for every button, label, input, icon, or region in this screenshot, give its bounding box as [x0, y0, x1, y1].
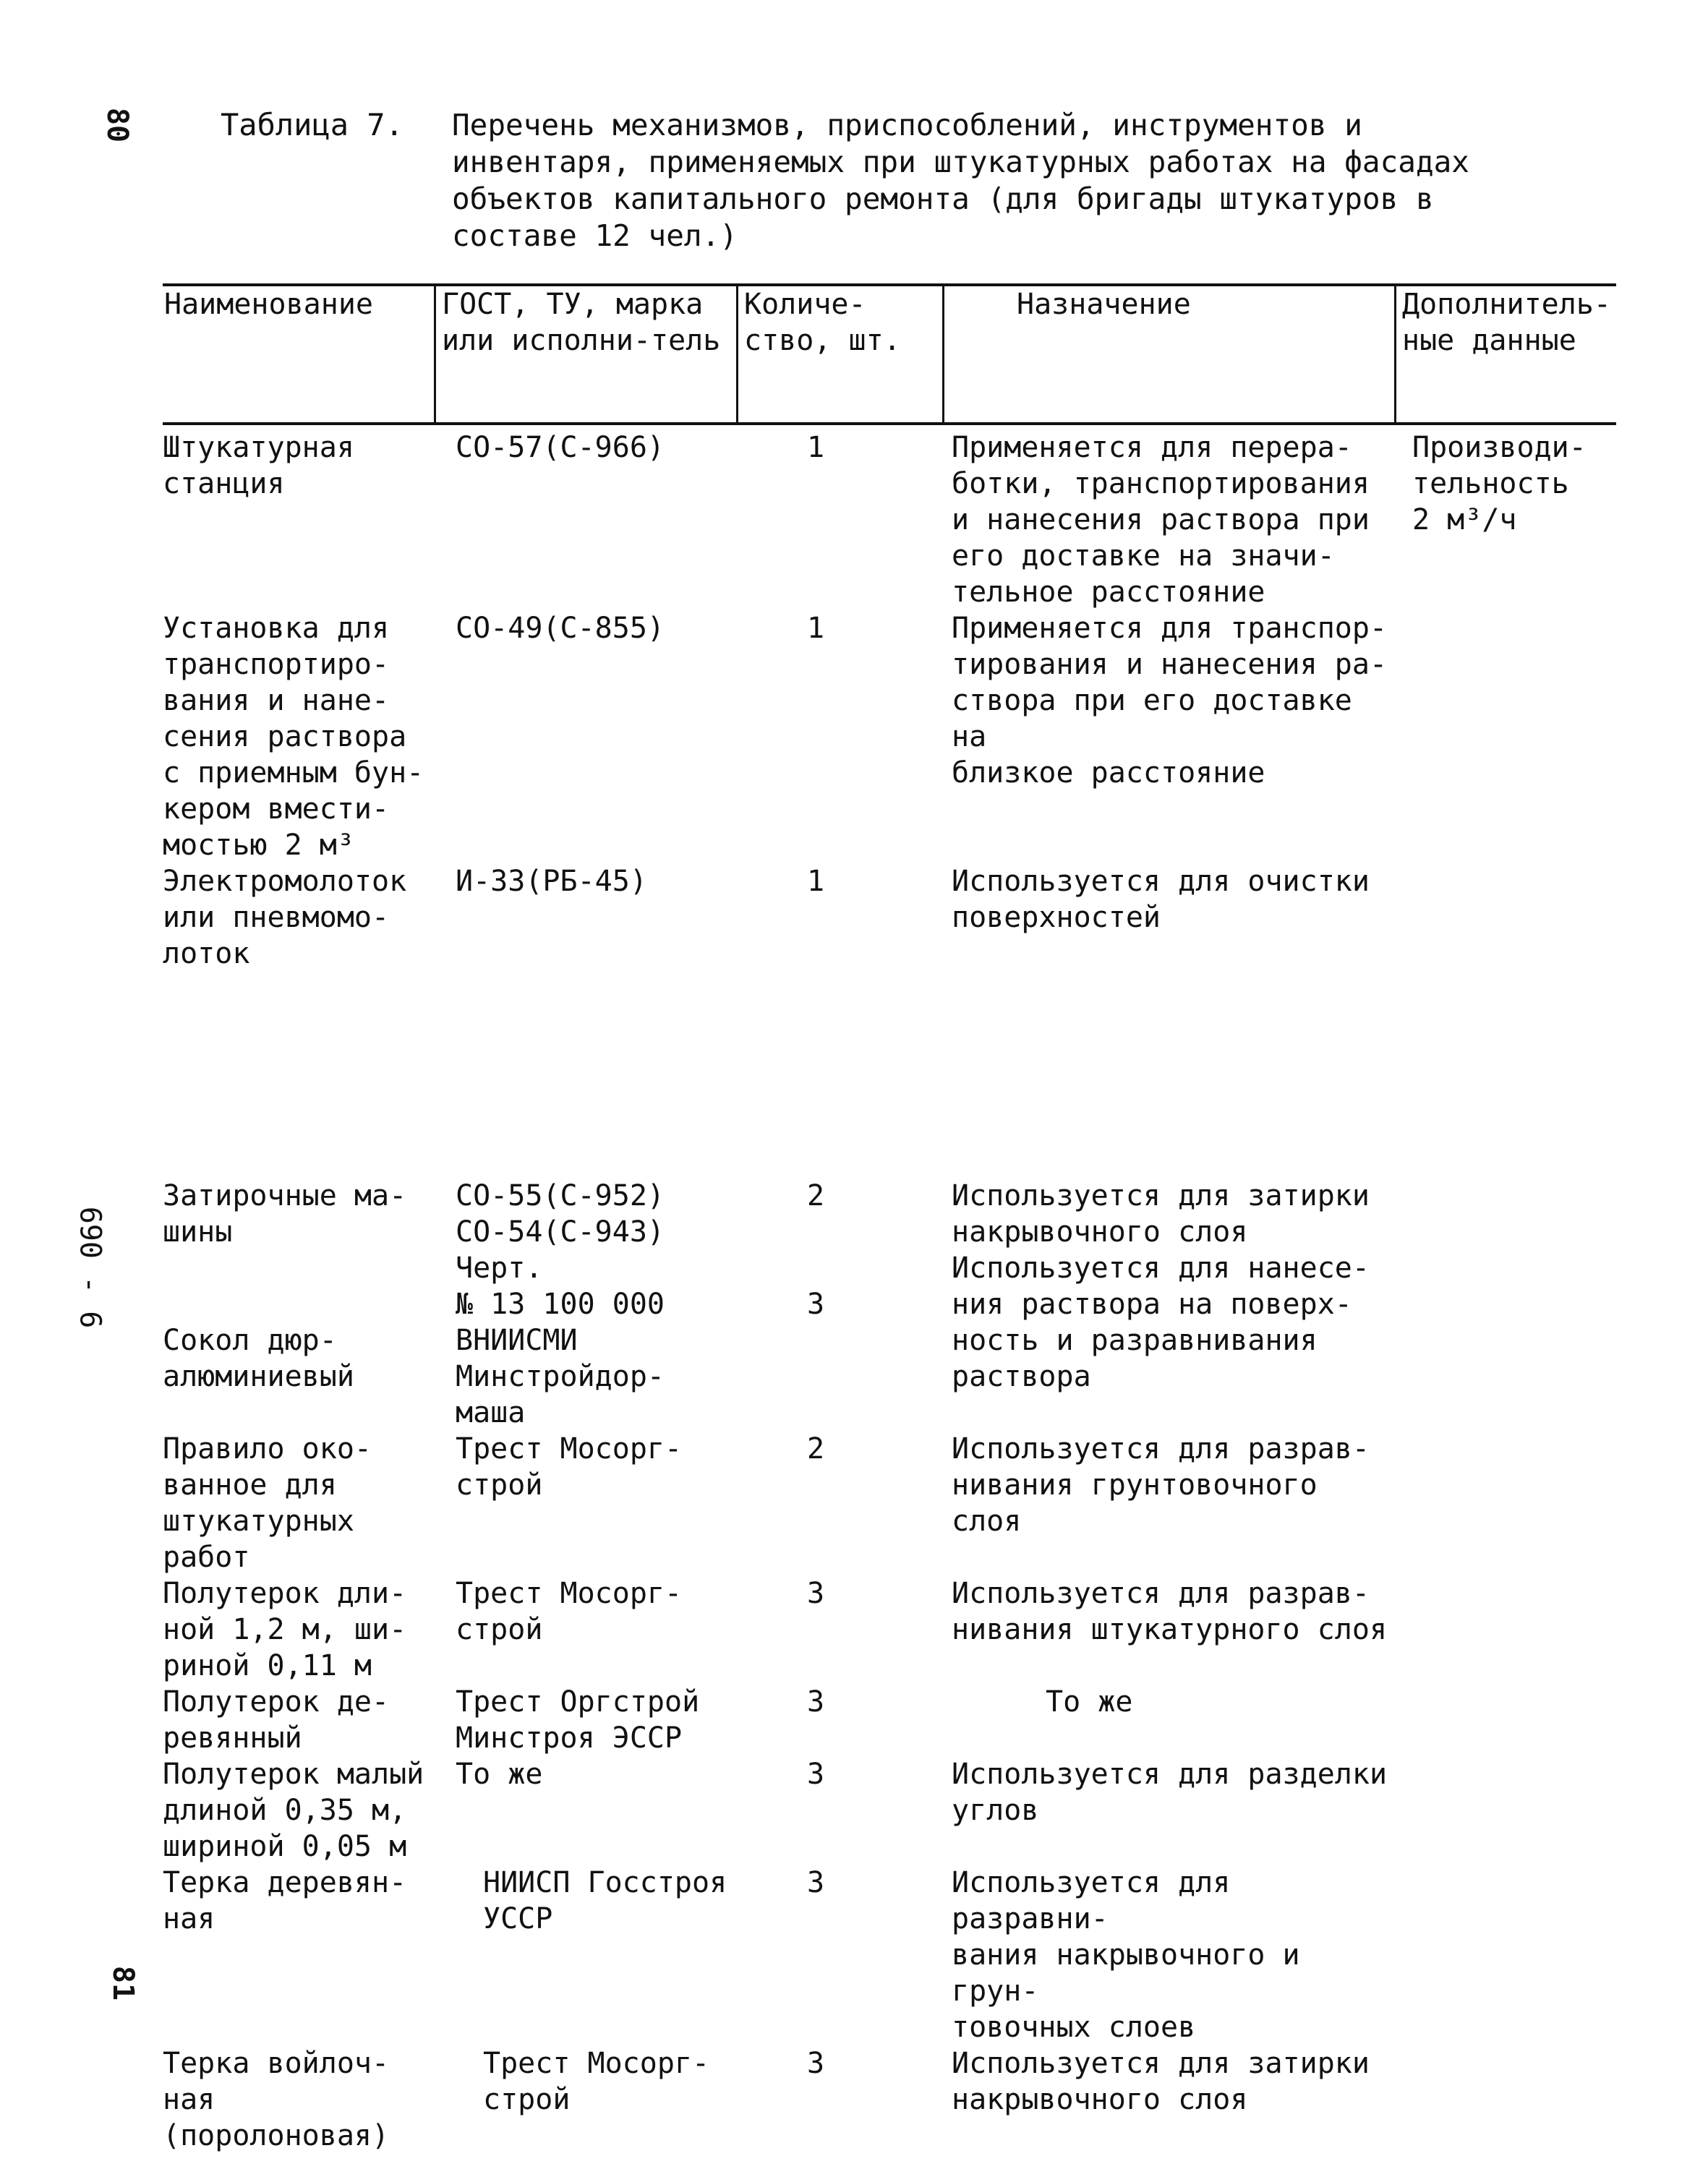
table-caption-label: Таблица 7.	[221, 107, 403, 142]
cell-extra	[1404, 610, 1616, 863]
cell-purpose: Используется для очистки поверхностей	[952, 865, 1370, 934]
cell-name: Штукатурная станция	[163, 431, 354, 500]
cell-extra	[1404, 1684, 1616, 1756]
cell-gost: Трест Мосорг- строй	[456, 1577, 683, 1646]
cell-extra: Производи- тельность 2 м³/ч	[1412, 431, 1587, 536]
cell-quantity: 2	[807, 1432, 825, 1466]
cell-purpose: Используется для нанесе- ния раствора на поверх- ность и разравнивания раствора	[952, 1252, 1370, 1393]
cell-gost: СО-49(С-855)	[456, 612, 665, 645]
cell-gost: СО-55(С-952) СО-54(С-943)	[456, 1179, 665, 1249]
header-gost: ГОСТ, ТУ, марка или исполни-тель	[434, 286, 736, 422]
page-number-top: 80	[101, 107, 134, 143]
cell-quantity: 1	[807, 612, 825, 645]
header-purpose: Назначение	[942, 286, 1394, 422]
cell-name: Терка деревян- ная	[163, 1866, 407, 1935]
table-row	[163, 1865, 1616, 2045]
table-row	[163, 1684, 1616, 1756]
cell-extra	[1404, 2045, 1616, 2154]
table-row	[163, 1756, 1616, 1865]
cell-name: Сокол дюр- алюминиевый	[163, 1324, 354, 1393]
cell-gost: Черт. № 13 100 000 ВНИИСМИ Минстройдор- маша	[456, 1252, 665, 1429]
table-row	[163, 1431, 1616, 1575]
cell-quantity: 3	[807, 1288, 825, 1321]
cell-extra	[1404, 1178, 1616, 1250]
cell-gost: Трест Мосорг- строй	[456, 1432, 683, 1502]
cell-name: Правило око- ванное для штукатурных работ	[163, 1432, 372, 1574]
cell-extra	[1404, 863, 1616, 972]
cell-purpose: Используется для затирки накрывочного слоя	[952, 2047, 1370, 2116]
equipment-table	[163, 283, 1616, 2154]
table-row	[163, 429, 1616, 610]
cell-quantity: 2	[807, 1179, 825, 1212]
cell-quantity: 3	[807, 2047, 825, 2080]
table-row	[163, 1178, 1616, 1250]
cell-purpose: Используется для разделки углов	[952, 1758, 1388, 1827]
cell-purpose: Используется для разрав- нивания штукатурного слоя	[952, 1577, 1388, 1646]
cell-gost: То же	[456, 1758, 543, 1791]
cell-quantity: 3	[807, 1866, 825, 1899]
cell-extra	[1404, 1250, 1616, 1431]
cell-gost: НИИСП Госстроя УССР	[483, 1866, 727, 1935]
header-name: Наименование	[164, 288, 373, 321]
cell-extra	[1404, 1865, 1616, 2045]
cell-name: Терка войлоч- ная (поролоновая)	[163, 2047, 390, 2152]
cell-name: Полутерок дли- ной 1,2 м, ши- риной 0,11 м	[163, 1577, 407, 1682]
cell-purpose: Используется для разрав- нивания грунтовочного слоя	[952, 1432, 1370, 1538]
cell-gost: СО-57(С-966)	[456, 431, 665, 464]
cell-purpose: То же	[1046, 1685, 1133, 1719]
cell-name: Электромолоток или пневмомо- лоток	[163, 865, 407, 970]
table-body	[163, 429, 1616, 2154]
cell-gost: И-33(РБ-45)	[456, 865, 647, 898]
cell-quantity: 3	[807, 1685, 825, 1719]
cell-gost: Трест Мосорг- строй	[483, 2047, 710, 2116]
table-header-row	[163, 283, 1616, 425]
cell-purpose: Применяется для транспор- тирования и нанесения ра- створа при его доставке на близкое расстояние	[952, 612, 1388, 790]
header-extra: Дополнитель-ные данные	[1394, 286, 1616, 422]
cell-name: Полутерок малый длиной 0,35 м, шириной 0,05 м	[163, 1758, 424, 1863]
cell-extra	[1404, 1431, 1616, 1575]
table-row	[163, 1575, 1616, 1684]
cell-name: Установка для транспортиро- вания и нане- сения раствора с приемным бун- кером вмести- мостью 2 м³	[163, 612, 424, 862]
cell-name: Затирочные ма- шины	[163, 1179, 407, 1249]
cell-extra	[1404, 1756, 1616, 1865]
cell-purpose: Применяется для перера- ботки, транспортирования и нанесения раствора при его доставке на значи- тельное расстояние	[952, 431, 1370, 609]
table-row	[163, 2045, 1616, 2154]
cell-extra	[1404, 1575, 1616, 1684]
table-row	[163, 863, 1616, 972]
cell-quantity: 1	[807, 865, 825, 898]
cell-quantity: 3	[807, 1577, 825, 1610]
header-quantity: Количе-ство, шт.	[736, 286, 942, 422]
cell-purpose: Используется для затирки накрывочного слоя	[952, 1179, 1370, 1249]
page-number-bottom: 81	[106, 1965, 140, 2001]
table-row	[163, 610, 1616, 863]
document-code: 690 - 6	[73, 1206, 107, 1329]
cell-quantity: 1	[807, 431, 825, 464]
cell-name: Полутерок де- ревянный	[163, 1685, 390, 1755]
cell-quantity: 3	[807, 1758, 825, 1791]
cell-gost: Трест Оргстрой Минстроя ЭССР	[456, 1685, 700, 1755]
cell-purpose: Используется для разравни- вания накрывочного и грун- товочных слоев	[952, 1866, 1300, 2044]
table-caption-text: Перечень механизмов, приспособлений, инструментов и инвентаря, применяемых при штукатурных работах на фасадах объектов капитального ремонта (для бригады штукатуров в составе 12 чел.)	[452, 108, 1469, 253]
table-row	[163, 1250, 1616, 1431]
